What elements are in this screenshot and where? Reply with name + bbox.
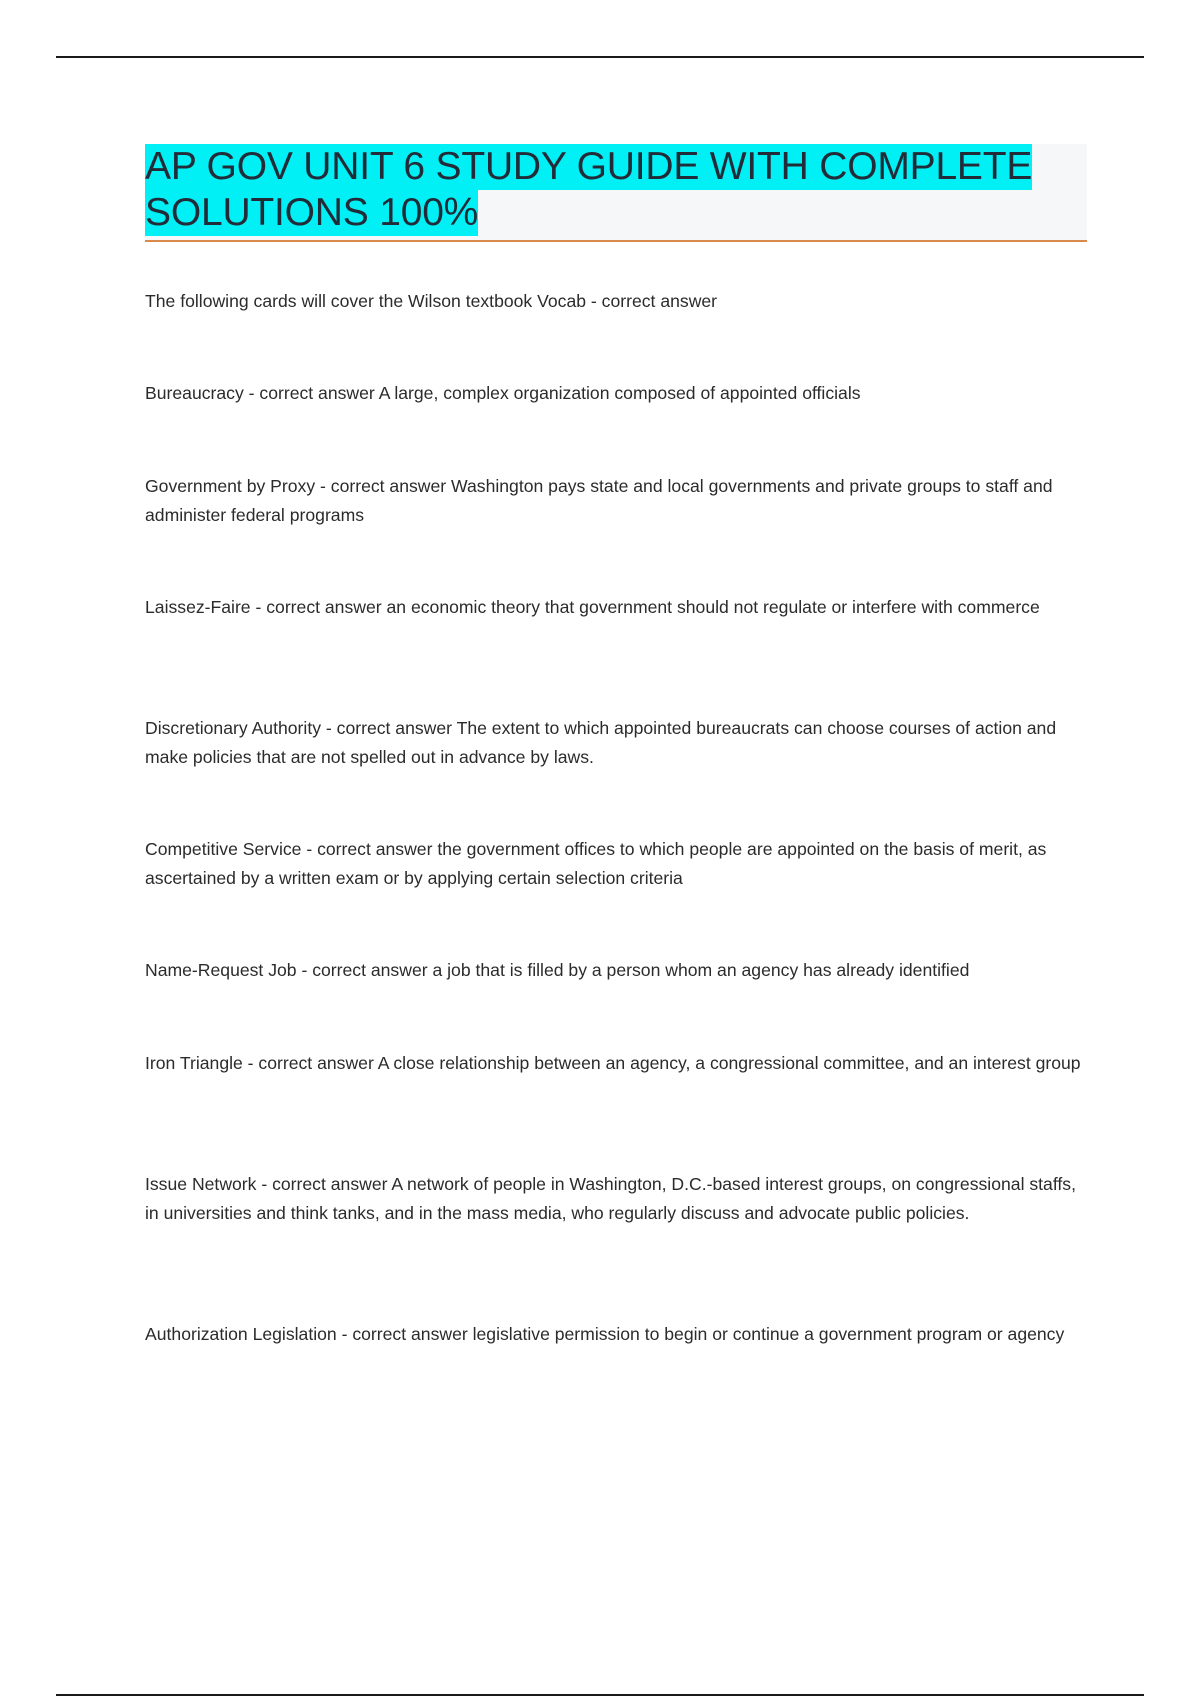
title-block <box>145 144 1087 242</box>
vocab-entry-intro: The following cards will cover the Wilson textbook Vocab - correct answer <box>145 291 718 311</box>
vocab-entry-government-by-proxy: Government by Proxy - correct answer Washington pays state and local governments and private groups to staff and administer federal programs <box>145 476 1053 525</box>
vocab-entry-bureaucracy: Bureaucracy - correct answer A large, complex organization composed of appointed officials <box>145 383 861 403</box>
page-title-text: AP GOV UNIT 6 STUDY GUIDE WITH COMPLETE SOLUTIONS 100% <box>145 145 1033 234</box>
page-footer-rule <box>56 1694 1144 1696</box>
vocab-entry-competitive-service: Competitive Service - correct answer the government offices to which people are appointed on the basis of merit, as ascertained by a written exam or by applying certain selection criteria <box>145 839 1047 888</box>
page-header-rule <box>56 56 1144 58</box>
vocab-entry-authorization-legislation: Authorization Legislation - correct answer legislative permission to begin or continue a government program or agency <box>145 1324 1065 1344</box>
vocab-entry-discretionary-authority: Discretionary Authority - correct answer The extent to which appointed bureaucrats can choose courses of action and make policies that are not spelled out in advance by laws. <box>145 718 1057 767</box>
vocab-entry-issue-network: Issue Network - correct answer A network of people in Washington, D.C.-based interest groups, on congressional staffs, in universities and think tanks, and in the mass media, who regularly discuss and advocate public policies. <box>145 1174 1076 1223</box>
vocab-entry-laissez-faire: Laissez-Faire - correct answer an economic theory that government should not regulate or interfere with commerce <box>145 597 1040 617</box>
vocab-entry-name-request-job: Name-Request Job - correct answer a job that is filled by a person whom an agency has already identified <box>145 960 970 980</box>
vocab-entry-iron-triangle: Iron Triangle - correct answer A close relationship between an agency, a congressional committee, and an interest group <box>145 1053 1081 1073</box>
page-title <box>145 144 1087 236</box>
